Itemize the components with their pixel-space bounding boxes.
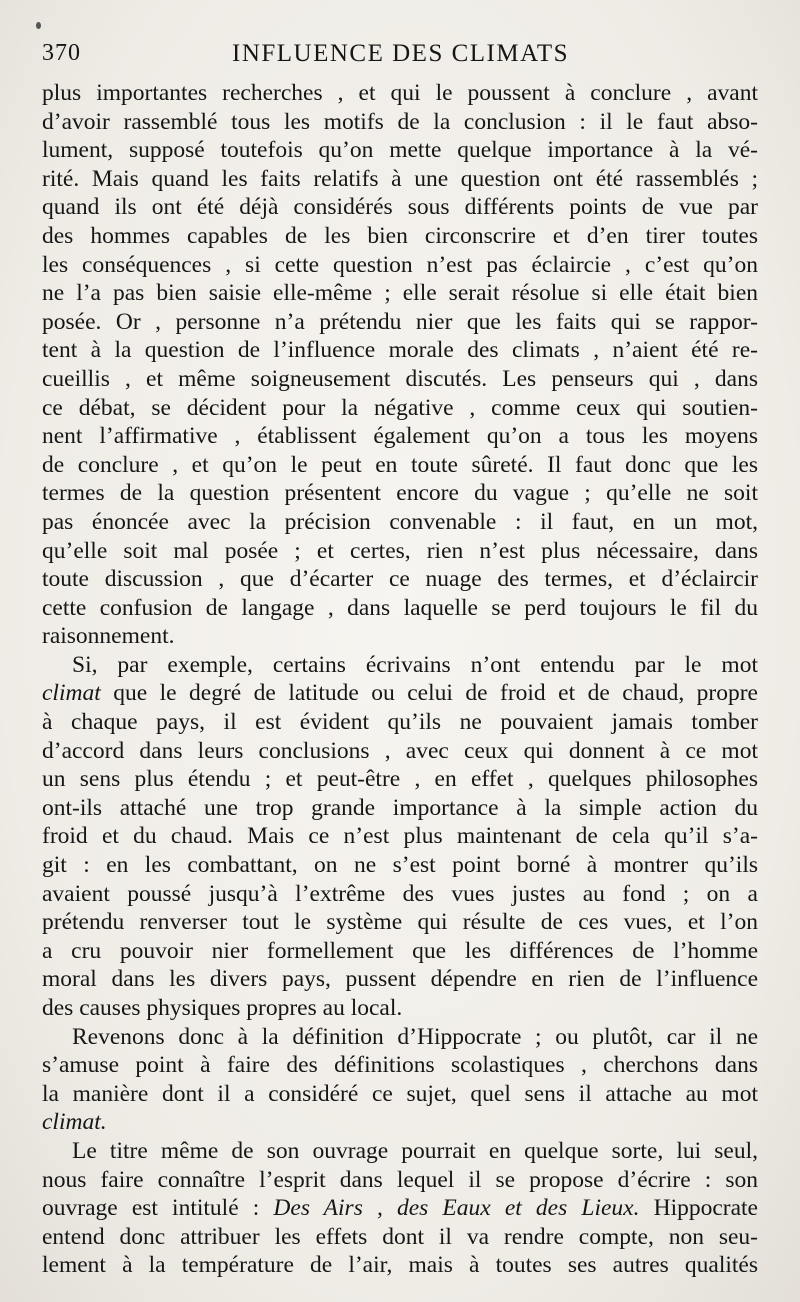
body-text (42, 79, 758, 1280)
text-line (42, 822, 758, 851)
text-line (42, 165, 758, 194)
line-text: la manière dont il a considéré ce sujet, quel sens il attache au mot (42, 1080, 758, 1107)
text-line (42, 508, 758, 537)
text-line (42, 1166, 758, 1195)
text-line (42, 1108, 758, 1137)
line-text: avaient poussé jusqu’à l’extrême des vues justes au fond ; on a (42, 880, 758, 907)
line-text: a cru pouvoir nier formellement que les différences de l’homme (42, 937, 758, 964)
text-line (42, 1251, 758, 1280)
line-text: quand ils ont été déjà considérés sous différents points de vue par (42, 194, 758, 221)
line-text: Le titre même de son ouvrage pourrait en quelque sorte, lui seul, (72, 1137, 758, 1164)
text-line (42, 251, 758, 280)
text-line (42, 222, 758, 251)
line-text: des hommes capables de les bien circonscrire et d’en tirer toutes (42, 222, 758, 249)
italic-word: climat (42, 680, 101, 707)
text-line (42, 708, 758, 737)
line-text: plus importantes recherches , et qui le poussent à conclure , avant (42, 80, 758, 106)
text-line (42, 279, 758, 308)
line-text: pas énoncée avec la précision convenable : il faut, en un mot, (42, 508, 758, 535)
text-line (42, 108, 758, 137)
text-line (42, 1194, 758, 1223)
running-title: INFLUENCE DES CLIMATS (232, 40, 570, 67)
italic-title: Des Airs , des Eaux et des Lieux. (273, 1195, 640, 1222)
italic-word: climat. (42, 1109, 107, 1136)
text-line (42, 336, 758, 365)
text-line (42, 537, 758, 566)
line-text: froid et du chaud. Mais ce n’est plus maintenant de cela qu’il s’a- (42, 823, 758, 850)
text-line (42, 765, 758, 794)
line-text: nent l’affirmative , établissent également qu’on a tous les moyens (42, 423, 758, 450)
line-text: entend donc attribuer les effets dont il va rendre compte, non seu- (42, 1223, 758, 1250)
line-text: de conclure , et qu’on le peut en toute sûreté. Il faut donc que les (42, 451, 758, 478)
text-line (42, 994, 758, 1023)
line-text: toute discussion , que d’écarter ce nuage des termes, et d’éclaircir (42, 566, 758, 593)
line-text: nous faire connaître l’esprit dans lequel il se propose d’écrire : son (42, 1166, 758, 1193)
text-line (42, 365, 758, 394)
line-text: s’amuse point à faire des définitions scolastiques , cherchons dans (42, 1052, 758, 1079)
text-line (42, 1023, 758, 1052)
line-text: que le degré de latitude ou celui de froid et de chaud, propre (100, 680, 758, 707)
line-text: raisonnement. (42, 623, 175, 650)
text-line (42, 651, 758, 680)
text-line (42, 79, 758, 108)
line-text: qu’elle soit mal posée ; et certes, rien n’est plus nécessaire, dans (42, 537, 758, 564)
line-text-end: Hippocrate (639, 1195, 758, 1222)
line-text: lement à la température de l’air, mais à toutes ses autres qualités (42, 1252, 758, 1279)
text-line (42, 193, 758, 222)
text-line (42, 451, 758, 480)
text-line (42, 136, 758, 165)
text-line (42, 679, 758, 708)
line-text: à chaque pays, il est évident qu’ils ne pouvaient jamais tomber (42, 709, 758, 736)
text-line (42, 965, 758, 994)
text-line (42, 422, 758, 451)
text-line (42, 1137, 758, 1166)
text-line (42, 394, 758, 423)
line-text: git : en les combattant, on ne s’est point borné à montrer qu’ils (42, 852, 758, 879)
line-text: prétendu renverser tout le système qui résulte de ces vues, et l’on (42, 909, 758, 936)
line-text: rité. Mais quand les faits relatifs à une question ont été rassemblés ; (42, 165, 758, 192)
line-text: termes de la question présentent encore du vague ; qu’elle ne soit (42, 480, 758, 507)
text-line (42, 479, 758, 508)
line-text: posée. Or , personne n’a prétendu nier que les faits qui se rappor- (42, 308, 758, 335)
line-text: cueillis , et même soigneusement discutés. Les penseurs qui , dans (42, 365, 758, 392)
text-line (42, 1051, 758, 1080)
line-text: Revenons donc à la définition d’Hippocrate ; ou plutôt, car il ne (72, 1023, 758, 1050)
text-line (42, 1223, 758, 1252)
text-line (42, 908, 758, 937)
ink-speck (36, 22, 41, 29)
page-header (42, 40, 758, 76)
text-line (42, 937, 758, 966)
line-text: les conséquences , si cette question n’est pas éclaircie , c’est qu’on (42, 251, 758, 278)
text-line (42, 1080, 758, 1109)
line-text: ce débat, se décident pour la négative , comme ceux qui soutien- (42, 394, 758, 421)
line-text: tent à la question de l’influence morale des climats , n’aient été re- (42, 337, 758, 364)
line-text: ont-ils attaché une trop grande importance à la simple action du (42, 794, 758, 821)
text-line (42, 308, 758, 337)
text-line (42, 794, 758, 823)
line-text: un sens plus étendu ; et peut-être , en effet , quelques philosophes (42, 766, 758, 793)
text-line (42, 565, 758, 594)
line-text: ouvrage est intitulé : (42, 1195, 274, 1222)
line-text: d’accord dans leurs conclusions , avec ceux qui donnent à ce mot (42, 737, 758, 764)
line-text: cette confusion de langage , dans laquelle se perd toujours le fil du (42, 594, 758, 621)
text-line (42, 594, 758, 623)
line-text: lument, supposé toutefois qu’on mette quelque importance à la vé- (42, 137, 758, 164)
line-text: d’avoir rassemblé tous les motifs de la conclusion : il le faut abso- (42, 108, 758, 135)
page-number: 370 (42, 40, 81, 66)
text-line (42, 737, 758, 766)
text-line (42, 851, 758, 880)
text-line (42, 880, 758, 909)
text-line (42, 622, 758, 651)
line-text: ne l’a pas bien saisie elle-même ; elle serait résolue si elle était bien (42, 280, 758, 307)
line-text: moral dans les divers pays, pussent dépendre en rien de l’influence (42, 966, 758, 993)
line-text: des causes physiques propres au local. (42, 995, 403, 1021)
line-text: Si, par exemple, certains écrivains n’ont entendu par le mot (72, 651, 758, 678)
